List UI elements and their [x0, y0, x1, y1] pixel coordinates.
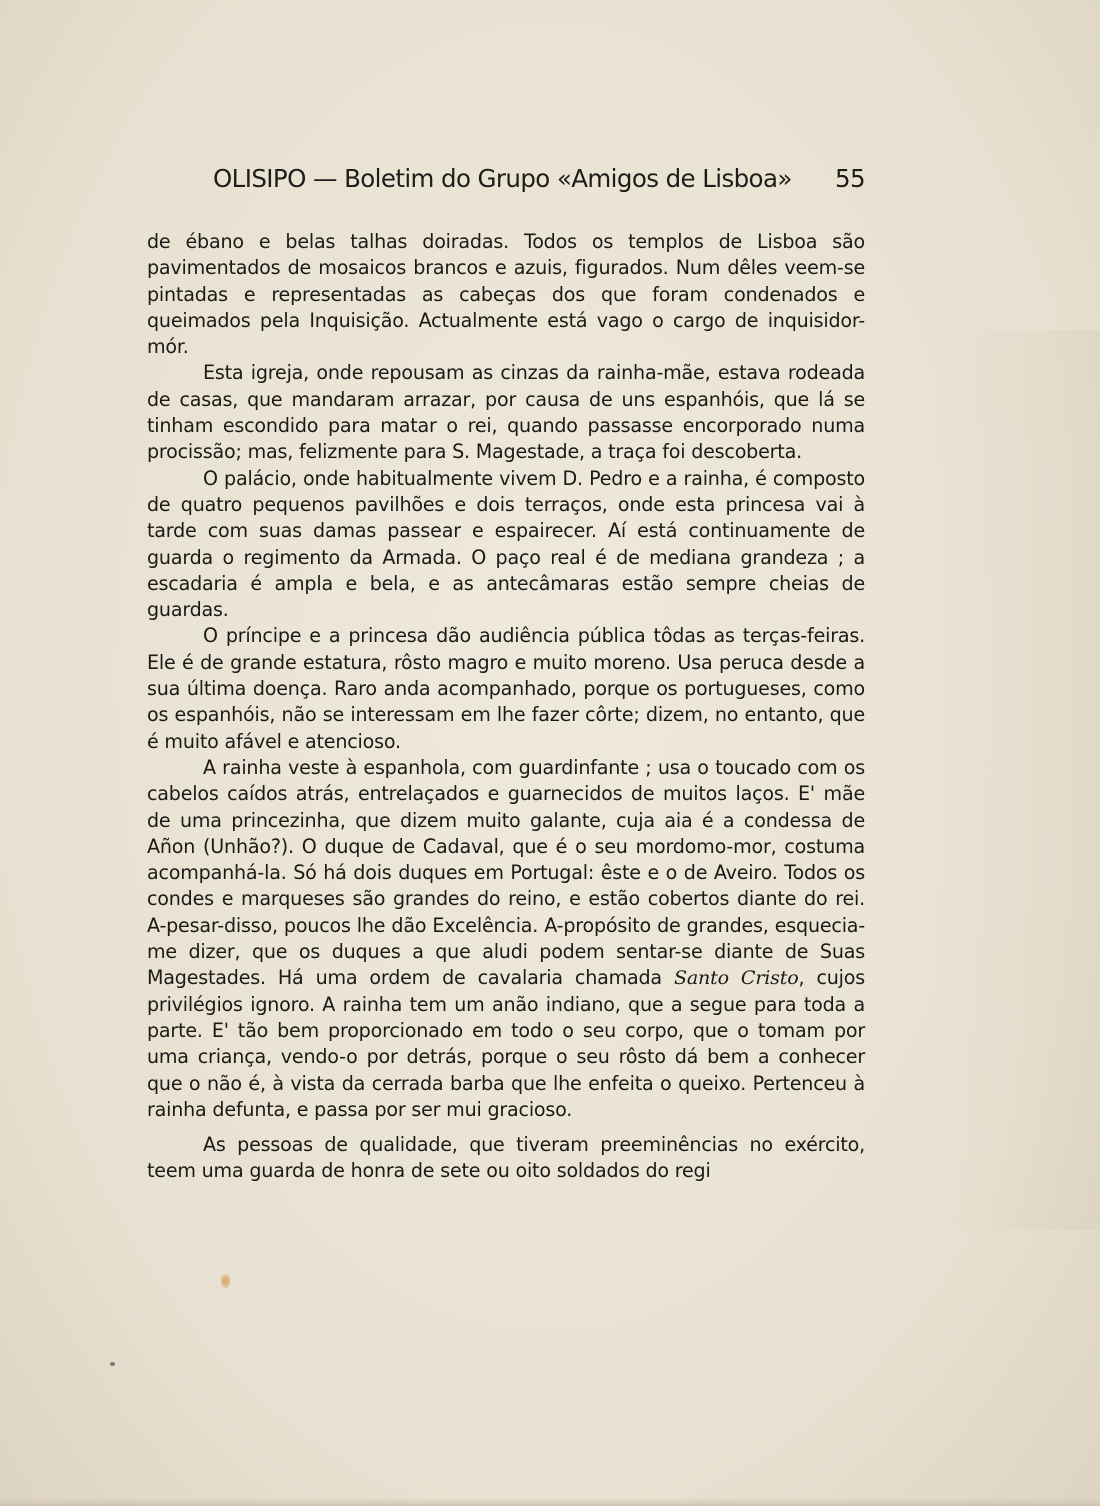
- paragraph-4: O príncipe e a princesa dão audiência pública tôdas as terças-feiras. Ele é de grande estatura, rôsto magro e muito moreno. Usa peruca desde a sua última doença. Raro anda acompanhado, porque os portugueses, como os espanhóis, não se interessam em lhe fazer côrte; dizem, no entanto, que é muito afável e atencioso.: [147, 624, 865, 753]
- body-text: [147, 229, 865, 1185]
- paragraph-1: de ébano e belas talhas doiradas. Todos os templos de Lisboa são pavimentados de mosaicos brancos e azuis, figurados. Num dêles veem-se pintadas e representadas as cabeças dos que foram condenados e queimados pela Inquisição. Actualmente está vago o cargo de inquisidor-mór.: [147, 230, 865, 359]
- paragraph-6: As pessoas de qualidade, que tiveram preeminências no exército, teem uma guarda de honra de sete ou oito soldados do regi: [147, 1133, 865, 1183]
- page-number: 55: [835, 164, 865, 193]
- paragraph-5-text-a: A rainha veste à espanhola, com guardinfante ; usa o toucado com os cabelos caídos atrás, entrelaçados e guarnecidos de muitos laços. E' mãe de uma princezinha, que dizem muito galante, cuja aia é a condessa de Añon (Unhão?). O duque de Cadaval, que é o seu mordomo-mor, costuma acompanhá-la. Só há dois duques em Portugal: êste e o de Aveiro. Todos os condes e marqueses são grandes do reino, e estão cobertos diante do rei. A-pesar-disso, poucos lhe dão Excelência. A-propósito de grandes, esquecia-me dizer, que os duques a que aludi podem sentar-se diante de Suas Magestades. Há uma ordem de cavalaria chamada: [147, 755, 865, 990]
- paragraph-3: O palácio, onde habitualmente vivem D. Pedro e a rainha, é composto de quatro pequenos pavilhões e dois terraços, onde esta princesa vai à tarde com suas damas passear e espairecer. Aí está continuamente de guarda o regimento da Armada. O paço real é de mediana grandeza ; a escadaria é ampla e bela, e as antecâmaras estão sempre cheias de guardas.: [147, 466, 865, 622]
- paper-speck: [110, 1362, 115, 1366]
- page-bottom-edge: [0, 1498, 1100, 1506]
- paragraph-2: Esta igreja, onde repousam as cinzas da rainha-mãe, estava rodeada de casas, que mandaram arrazar, por causa de uns espanhóis, que lá se tinham escondido para matar o rei, quando passasse encorporado numa procissão; mas, felizmente para S. Magestade, a traça foi descoberta.: [147, 361, 865, 464]
- paragraph-5: [147, 755, 865, 1123]
- paper-stain: [221, 1274, 230, 1288]
- paragraph-5-text-b: , cujos privilégios ignoro. A rainha tem um anão indiano, que a segue para toda a parte. E' tão bem proporcionado em todo o seu corpo, que o tomam por uma criança, vendo-o por detrás, porque o seu rôsto dá bem a conhecer que o não é, à vista da cerrada barba que lhe enfeita o queixo. Pertenceu à rainha defunta, e passa por ser mui gracioso.: [147, 966, 865, 1121]
- paragraph-5-italic: Santo Cristo: [673, 966, 799, 990]
- show-through-area: [935, 330, 1100, 1230]
- running-header: [213, 164, 865, 193]
- running-header-title: OLISIPO — Boletim do Grupo «Amigos de Lisboa»: [213, 164, 792, 193]
